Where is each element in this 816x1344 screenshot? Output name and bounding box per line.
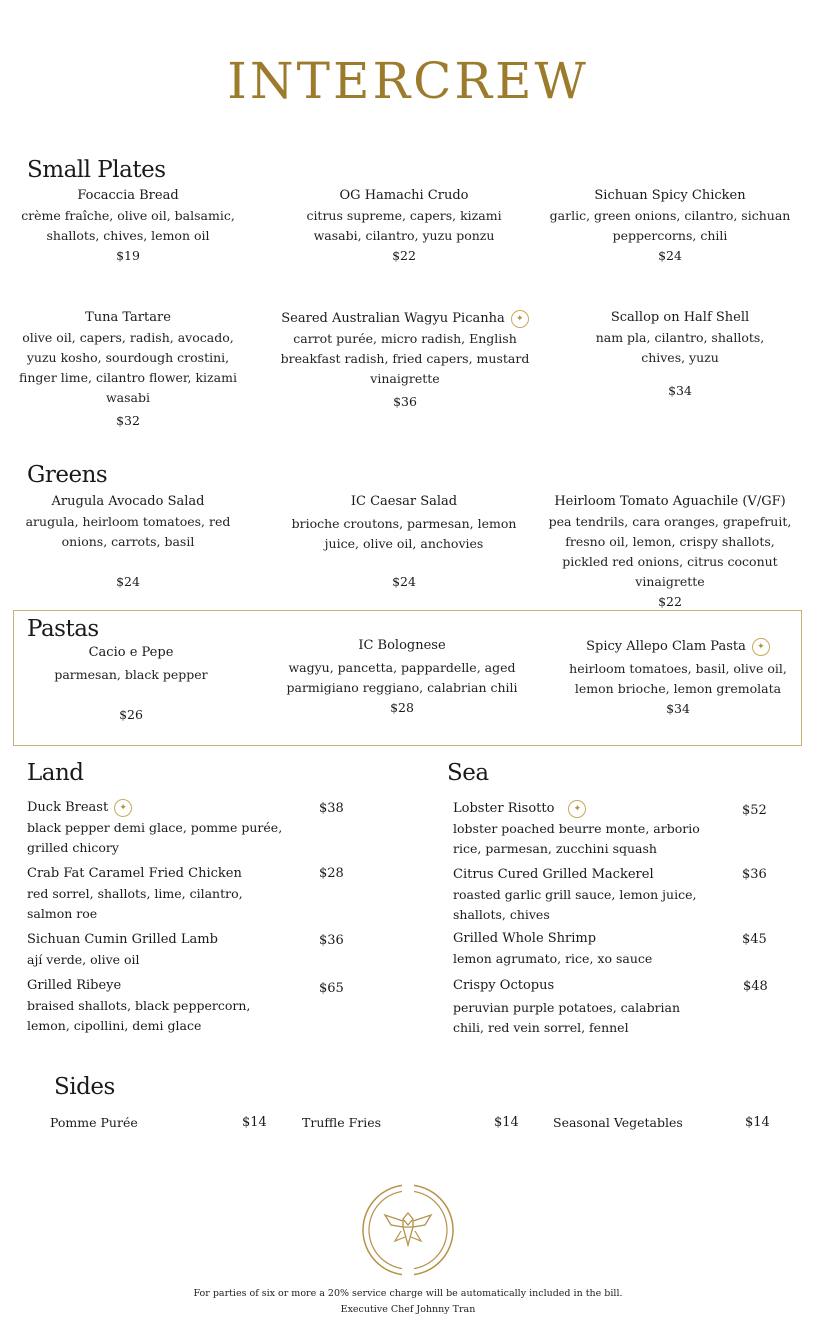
item-price: $24: [658, 248, 682, 263]
item-name: Citrus Cured Grilled Mackerel: [453, 867, 654, 882]
item-desc: arugula, heirloom tomatoes, red onions, carrots, basil: [25, 514, 231, 549]
menu-item: [548, 186, 792, 266]
item-desc: citrus supreme, capers, kizami wasabi, cilantro, yuzu ponzu: [306, 208, 502, 243]
item-desc: peruvian purple potatoes, calabrian chili, red vein sorrel, fennel: [453, 1000, 681, 1035]
section-title-sea: Sea: [447, 760, 489, 786]
item-desc: lobster poached beurre monte, arborio rice, parmesan, zucchini squash: [453, 821, 700, 856]
menu-item: [556, 637, 800, 719]
item-desc: crème fraîche, olive oil, balsamic, shallots, chives, lemon oil: [21, 208, 235, 243]
item-price: $22: [658, 594, 682, 609]
item-desc: black pepper demi glace, pomme purée, grilled chicory: [27, 820, 283, 855]
menu-item: [453, 799, 723, 859]
item-price: $36: [742, 867, 767, 882]
section-title-small-plates: Small Plates: [27, 157, 166, 183]
item-desc: olive oil, capers, radish, avocado, yuzu kosho, sourdough crostini, finger lime, cilantro flower, kizami wasabi: [19, 330, 237, 405]
item-desc: garlic, green onions, cilantro, sichuan peppercorns, chili: [549, 208, 791, 243]
item-price: $36: [319, 933, 344, 948]
menu-item: [453, 929, 713, 969]
menu-item: [282, 186, 526, 266]
item-name: Crab Fat Caramel Fried Chicken: [27, 866, 242, 881]
item-desc: wagyu, pancetta, pappardelle, aged parmigiano reggiano, calabrian chili: [286, 660, 518, 695]
item-name: Arugula Avocado Salad: [51, 494, 205, 509]
item-name: Lobster Risotto: [453, 801, 555, 816]
item-name: Crispy Octopus: [453, 978, 555, 993]
menu-item: [280, 636, 524, 718]
intercrew-bird-emblem-icon: [361, 1183, 455, 1277]
executive-chef: Executive Chef Johnny Tran: [340, 1304, 476, 1315]
menu-item: [27, 976, 287, 1036]
item-desc: lemon agrumato, rice, xo sauce: [453, 951, 653, 966]
item-name: IC Bolognese: [358, 638, 446, 653]
item-desc: pea tendrils, cara oranges, grapefruit, fresno oil, lemon, crispy shallots, pickled red onions, citrus coconut vinaigrette: [548, 514, 792, 589]
menu-item: [6, 186, 250, 266]
item-price: $45: [742, 932, 767, 947]
item-price: $26: [119, 707, 143, 722]
chef-signature-icon: ✦: [568, 800, 586, 818]
item-name: Seared Australian Wagyu Picanha: [281, 311, 505, 326]
menu-item: [27, 930, 287, 970]
item-name: Grilled Ribeye: [27, 978, 122, 993]
item-name: Cacio e Pepe: [88, 645, 174, 660]
item-name: Scallop on Half Shell: [610, 310, 750, 325]
item-name: Grilled Whole Shrimp: [453, 931, 597, 946]
item-desc: parmesan, black pepper: [54, 667, 208, 682]
item-price: $38: [319, 801, 344, 816]
item-name: Spicy Allepo Clam Pasta: [586, 639, 746, 654]
item-name: Heirloom Tomato Aguachile (V/GF): [554, 494, 786, 509]
item-desc: nam pla, cilantro, shallots, chives, yuzu: [595, 330, 765, 365]
item-price: $32: [116, 413, 140, 428]
menu-item: [453, 976, 713, 1038]
item-name: Sichuan Cumin Grilled Lamb: [27, 932, 218, 947]
menu-item: [544, 492, 796, 612]
menu-item: [27, 864, 277, 924]
side-item-price: $14: [242, 1115, 267, 1130]
item-price: $19: [116, 248, 140, 263]
item-desc: braised shallots, black peppercorn, lemon, cipollini, demi glace: [27, 998, 251, 1033]
item-name: Focaccia Bread: [77, 188, 179, 203]
item-desc: heirloom tomatoes, basil, olive oil, lemon brioche, lemon gremolata: [569, 661, 787, 696]
section-title-sides: Sides: [54, 1074, 115, 1100]
chef-signature-icon: ✦: [752, 638, 770, 656]
menu-item: [6, 308, 250, 431]
side-item-name: Pomme Purée: [50, 1115, 138, 1130]
item-name: Sichuan Spicy Chicken: [594, 188, 746, 203]
item-price: $48: [743, 979, 768, 994]
item-name: OG Hamachi Crudo: [339, 188, 469, 203]
item-price: $36: [393, 394, 417, 409]
item-price: $24: [392, 574, 416, 589]
side-item-name: Truffle Fries: [302, 1115, 382, 1130]
item-desc: red sorrel, shallots, lime, cilantro, salmon roe: [27, 886, 243, 921]
menu-item: [558, 308, 802, 401]
item-desc: brioche croutons, parmesan, lemon juice, olive oil, anchovies: [291, 516, 517, 551]
item-price: $28: [390, 700, 414, 715]
item-desc: carrot purée, micro radish, English breakfast radish, fried capers, mustard vinaigrette: [280, 331, 530, 386]
item-price: $34: [666, 701, 690, 716]
section-title-pastas: Pastas: [27, 616, 99, 642]
chef-signature-icon: ✦: [114, 799, 132, 817]
menu-item: [6, 492, 250, 592]
menu-item: [453, 865, 713, 925]
chef-signature-icon: ✦: [511, 310, 529, 328]
item-name: Duck Breast: [27, 800, 109, 815]
item-price: $28: [319, 866, 344, 881]
menu-item: [280, 309, 530, 412]
item-price: $34: [668, 383, 692, 398]
menu-item: [9, 643, 253, 725]
side-item-price: $14: [494, 1115, 519, 1130]
item-price: $65: [319, 981, 344, 996]
side-item-price: $14: [745, 1115, 770, 1130]
service-charge-note: For parties of six or more a 20% service charge will be automatically included in the bill.: [193, 1288, 623, 1299]
brand-title: INTERCREW: [227, 52, 589, 110]
item-price: $22: [392, 248, 416, 263]
item-name: Tuna Tartare: [85, 310, 171, 325]
side-item-name: Seasonal Vegetables: [553, 1115, 683, 1130]
item-desc: roasted garlic grill sauce, lemon juice, shallots, chives: [453, 887, 697, 922]
menu-item: [282, 492, 526, 592]
item-desc: ají verde, olive oil: [27, 952, 140, 967]
section-title-land: Land: [27, 760, 84, 786]
item-price: $24: [116, 574, 140, 589]
menu-item: [27, 798, 287, 858]
item-price: $52: [742, 803, 767, 818]
item-name: IC Caesar Salad: [350, 494, 458, 509]
section-title-greens: Greens: [27, 462, 108, 488]
